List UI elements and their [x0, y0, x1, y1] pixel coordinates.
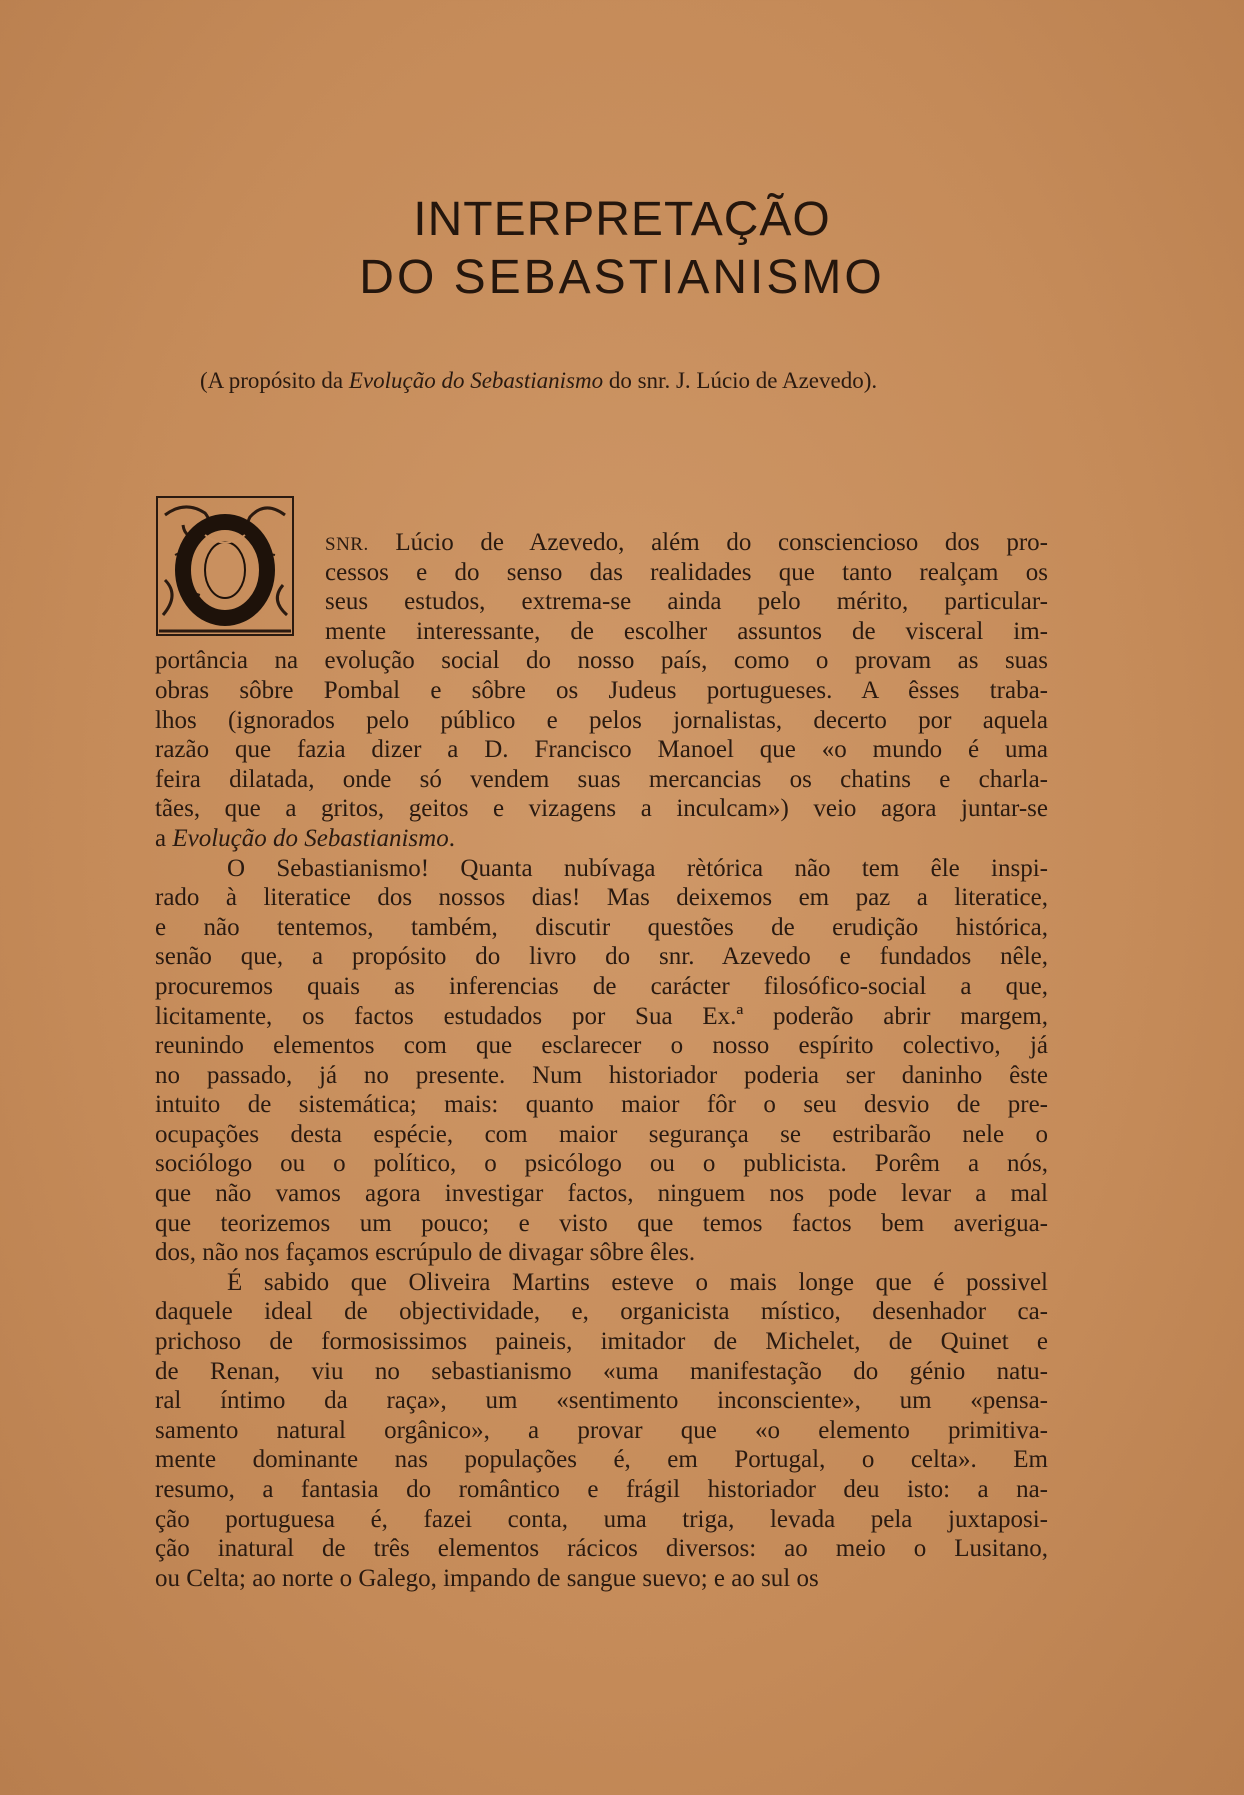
text-line — [155, 794, 1048, 824]
line-text: cessos e do senso das realidades que tanto realçam os — [325, 558, 1048, 586]
text-line — [155, 587, 1048, 617]
subtitle — [200, 368, 1100, 394]
text-line — [155, 528, 1048, 558]
line-text: e não tentemos, também, discutir questões de erudição histórica, — [155, 913, 1048, 941]
text-line — [155, 676, 1048, 706]
text-line — [155, 1534, 1048, 1564]
line-text: prichoso de formosissimos paineis, imitador de Michelet, de Quinet e — [155, 1328, 1048, 1356]
text-line — [155, 1061, 1048, 1091]
title-line-1: INTERPRETAÇÃO — [413, 193, 831, 246]
text-line — [155, 972, 1048, 1002]
small-caps-word: SNR. — [325, 534, 369, 555]
line-text: seus estudos, extrema-se ainda pelo mérito, particular- — [325, 588, 1048, 616]
line-text: no passado, já no presente. Num historiador poderia ser daninho êste — [155, 1061, 1048, 1089]
text-line — [155, 1238, 1048, 1268]
text-line — [155, 824, 1048, 854]
line-text: ocupações desta espécie, com maior segurança se estribarão nele o — [155, 1120, 1048, 1148]
line-text: samento natural orgânico», a provar que «o elemento primitiva- — [155, 1416, 1048, 1444]
line-text: intuito de sistemática; mais: quanto maior fôr o seu desvio de pre- — [155, 1091, 1048, 1119]
text-line — [155, 1416, 1048, 1446]
text-line — [155, 1179, 1048, 1209]
line-prefix: a — [155, 824, 173, 852]
line-text: portância na evolução social do nosso país, como o provam as suas — [155, 647, 1048, 675]
line-text: lhos (ignorados pelo público e pelos jornalistas, decerto por aquela — [155, 706, 1048, 734]
text-line — [155, 558, 1048, 588]
text-line — [155, 706, 1048, 736]
line-text: reunindo elementos com que esclarecer o nosso espírito colectivo, já — [155, 1032, 1048, 1060]
line-text: mente interessante, de escolher assuntos de visceral im- — [325, 617, 1048, 645]
line-text: feira dilatada, onde só vendem suas mercancias os chatins e charla- — [155, 765, 1048, 793]
text-line — [155, 1120, 1048, 1150]
text-line — [155, 1268, 1048, 1298]
line-text: . — [448, 824, 455, 852]
text-line — [155, 1297, 1048, 1327]
line-text: mente dominante nas populações é, em Portugal, o celta». Em — [155, 1446, 1048, 1474]
line-text: daquele ideal de objectividade, e, organicista místico, desenhador ca- — [155, 1298, 1048, 1326]
text-line — [155, 1090, 1048, 1120]
text-line — [155, 1564, 1048, 1594]
subtitle-suffix: do snr. J. Lúcio de Azevedo). — [603, 368, 878, 393]
text-line — [155, 1149, 1048, 1179]
line-text: obras sôbre Pombal e sôbre os Judeus portugueses. A êsses traba- — [155, 676, 1048, 704]
text-line — [155, 1327, 1048, 1357]
line-text: senão que, a propósito do livro do snr. Azevedo e fundados nêle, — [155, 943, 1048, 971]
line-text: resumo, a fantasia do romântico e frágil historiador deu isto: a na- — [155, 1476, 1048, 1503]
text-line — [155, 883, 1048, 913]
text-line — [155, 1386, 1048, 1416]
text-line — [155, 913, 1048, 943]
text-line — [155, 1445, 1048, 1475]
title-line-2: DO SEBASTIANISMO — [359, 251, 885, 304]
line-text: ção inatural de três elementos rácicos diversos: ao meio o Lusitano, — [155, 1535, 1048, 1563]
text-line — [155, 1505, 1048, 1535]
text-line — [155, 942, 1048, 972]
line-text: dos, não nos façamos escrúpulo de divagar sôbre êles. — [155, 1239, 696, 1267]
line-text: tães, que a gritos, geitos e vizagens a inculcam») veio agora juntar-se — [155, 795, 1048, 823]
line-text: que teorizemos um pouco; e visto que temos factos bem averigua- — [155, 1209, 1048, 1237]
subtitle-book-title: Evolução do Sebastianismo — [348, 368, 604, 393]
text-line — [155, 854, 1048, 884]
text-line — [155, 765, 1048, 795]
line-text: É sabido que Oliveira Martins esteve o mais longe que é possivel — [227, 1268, 1048, 1296]
text-line — [155, 1002, 1048, 1032]
line-text: ral íntimo da raça», um «sentimento inconsciente», um «pensa- — [155, 1387, 1048, 1415]
line-text: sociólogo ou o político, o psicólogo ou o publicista. Porêm a nós, — [155, 1150, 1048, 1178]
line-text: que não vamos agora investigar factos, ninguem nos pode levar a mal — [155, 1180, 1048, 1208]
line-text: procuremos quais as inferencias de carácter filosófico-social a que, — [155, 972, 1048, 1000]
line-text: Lúcio de Azevedo, além do consciencioso dos pro- — [368, 529, 1048, 556]
article-body — [155, 528, 1048, 1593]
line-text: O Sebastianismo! Quanta nubívaga rètórica não tem êle inspi- — [227, 854, 1048, 882]
text-line — [155, 1357, 1048, 1387]
line-text: licitamente, os factos estudados por Sua Ex.ª poderão abrir margem, — [155, 1002, 1048, 1030]
line-text: ção portuguesa é, fazei conta, uma triga, levada pela juxtaposi- — [155, 1505, 1048, 1533]
text-line — [155, 1209, 1048, 1239]
text-line — [155, 1031, 1048, 1061]
line-text: razão que fazia dizer a D. Francisco Manoel que «o mundo é uma — [155, 736, 1048, 764]
line-text: rado à literatice dos nossos dias! Mas deixemos em paz a literatice, — [155, 884, 1048, 912]
text-line — [155, 646, 1048, 676]
italic-book-title: Evolução do Sebastianismo — [172, 824, 449, 852]
line-text: de Renan, viu no sebastianismo «uma manifestação do génio natu- — [155, 1357, 1048, 1385]
line-text: ou Celta; ao norte o Galego, impando de sangue suevo; e ao sul os — [155, 1564, 819, 1592]
text-line — [155, 1475, 1048, 1505]
text-line — [155, 617, 1048, 647]
subtitle-prefix: (A propósito da — [200, 368, 349, 393]
text-line — [155, 735, 1048, 765]
